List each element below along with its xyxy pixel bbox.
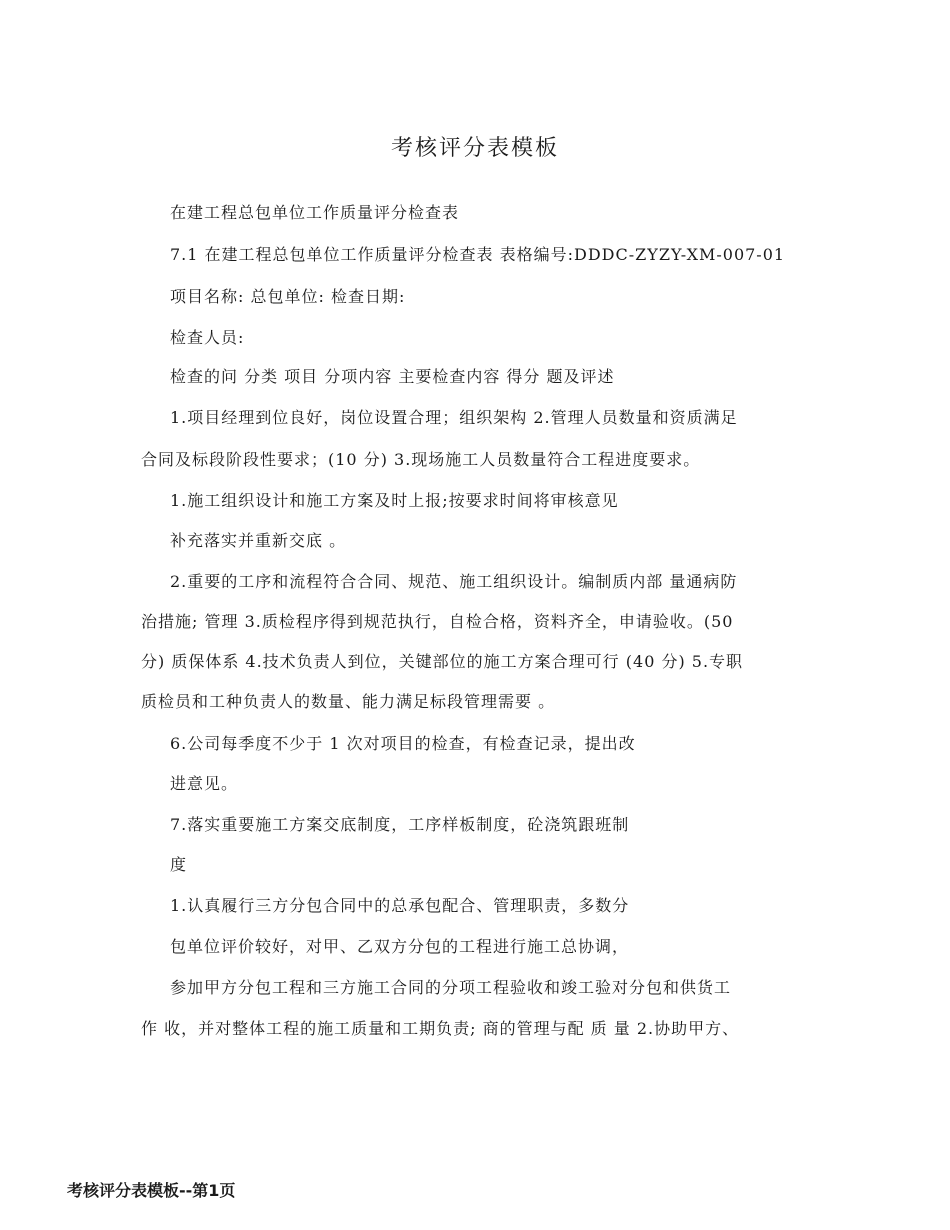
text-line: 检查人员: bbox=[170, 328, 245, 347]
text-line: 包单位评价较好，对甲、乙双方分包的工程进行施工总协调， bbox=[170, 937, 630, 956]
text-line: 分) 质保体系 4.技术负责人到位，关键部位的施工方案合理可行 (40 分) 5.专职 bbox=[141, 652, 744, 671]
text-line: 1.认真履行三方分包合同中的总承包配合、管理职责，多数分 bbox=[170, 896, 630, 915]
text-line: 进意见。 bbox=[170, 774, 239, 793]
text-line: 1.项目经理到位良好，岗位设置合理；组织架构 2.管理人员数量和资质满足 bbox=[170, 408, 738, 427]
text-line: 度 bbox=[170, 855, 188, 874]
text-line: 检查的问 分类 项目 分项内容 主要检查内容 得分 题及评述 bbox=[170, 367, 615, 386]
text-line: 合同及标段阶段性要求；(10 分) 3.现场施工人员数量符合工程进度要求。 bbox=[141, 450, 701, 469]
document-title: 考核评分表模板 bbox=[390, 136, 559, 161]
text-line: 7.落实重要施工方案交底制度，工序样板制度，砼浇筑跟班制 bbox=[170, 815, 630, 834]
text-line: 治措施; 管理 3.质检程序得到规范执行，自检合格，资料齐全，申请验收。(50 bbox=[141, 612, 734, 631]
text-line: 6.公司每季度不少于 1 次对项目的检查，有检查记录，提出改 bbox=[170, 734, 636, 753]
text-line: 质检员和工种负责人的数量、能力满足标段管理需要 。 bbox=[141, 692, 556, 711]
text-line: 7.1 在建工程总包单位工作质量评分检查表 表格编号:DDDC-ZYZY-XM-007-01 bbox=[170, 245, 786, 264]
text-line: 在建工程总包单位工作质量评分检查表 bbox=[170, 203, 460, 222]
text-line: 1.施工组织设计和施工方案及时上报;按要求时间将审核意见 bbox=[170, 491, 619, 510]
text-line: 2.重要的工序和流程符合合同、规范、施工组织设计。编制质内部 量通病防 bbox=[170, 572, 738, 591]
text-line: 参加甲方分包工程和三方施工合同的分项工程验收和竣工验对分包和供货工 bbox=[170, 978, 732, 997]
text-line: 作 收，并对整体工程的施工质量和工期负责; 商的管理与配 质 量 2.协助甲方、 bbox=[141, 1019, 740, 1038]
text-line: 项目名称: 总包单位: 检查日期: bbox=[170, 287, 406, 306]
page-footer: 考核评分表模板--第1页 bbox=[67, 1181, 236, 1200]
text-line: 补充落实并重新交底 。 bbox=[170, 531, 347, 550]
